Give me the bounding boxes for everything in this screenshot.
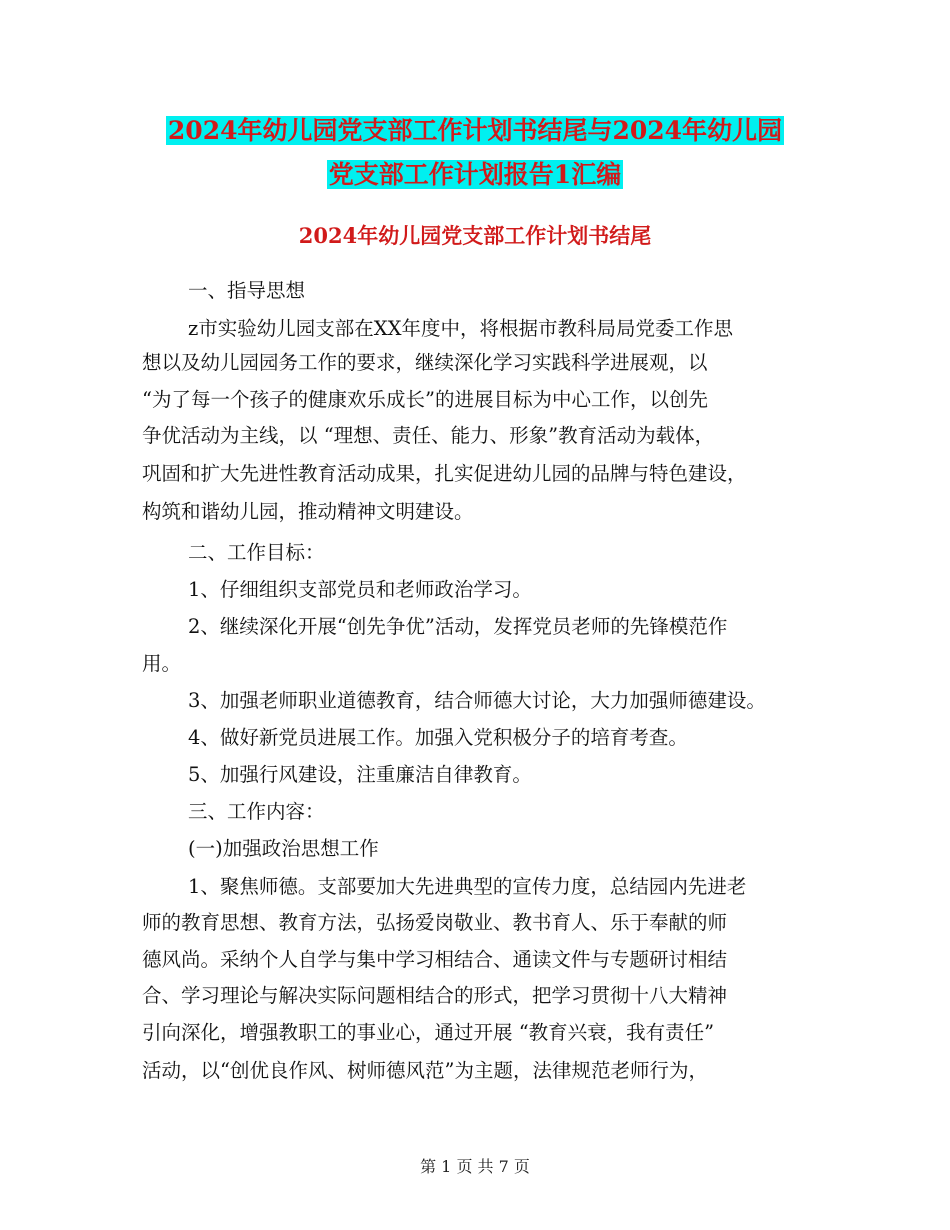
- paragraph-line: 构筑和谐幼儿园，推动精神文明建设。: [142, 500, 474, 523]
- paragraph-line: 引向深化，增强教职工的事业心，通过开展 “教育兴衰，我有责任”: [142, 1021, 715, 1044]
- goal-item: 3、加强老师职业道德教育，结合师德大讨论，大力加强师德建设。: [188, 689, 766, 712]
- paragraph-line: “为了每一个孩子的健康欢乐成长”的进展目标为中心工作，以创先: [142, 388, 708, 411]
- goal-item-continued: 用。: [142, 652, 182, 675]
- paragraph-line: 师的教育思想、教育方法，弘扬爱岗敬业、教书育人、乐于奉献的师: [142, 911, 728, 934]
- title-highlight-1: 2024年幼儿园党支部工作计划书结尾与2024年幼儿园: [167, 116, 783, 145]
- paragraph-line: 巩固和扩大先进性教育活动成果，扎实促进幼儿园的品牌与特色建设，: [142, 462, 747, 485]
- paragraph-line: 想以及幼儿园园务工作的要求，继续深化学习实践科学进展观，以: [142, 351, 708, 374]
- goal-item: 2、继续深化开展“创先争优”活动，发挥党员老师的先锋模范作: [188, 615, 728, 638]
- paragraph-line: 争优活动为主线，以 “理想、责任、能力、形象”教育活动为载体，: [142, 424, 715, 447]
- heading-work-goals: 二、工作目标：: [188, 541, 325, 564]
- goal-item: 1、仔细组织支部党员和老师政治学习。: [188, 578, 532, 601]
- section-subtitle: 2024年幼儿园党支部工作计划书结尾: [298, 223, 652, 248]
- page-number-footer: 第 1 页 共 7 页: [420, 1157, 530, 1176]
- heading-guiding-thought: 一、指导思想: [188, 279, 306, 302]
- goal-item: 5、加强行风建设，注重廉洁自律教育。: [188, 763, 532, 786]
- document-title-line-1: [0, 108, 950, 154]
- goal-item: 4、做好新党员进展工作。加强入党积极分子的培育考查。: [188, 726, 688, 749]
- paragraph-line: z市实验幼儿园支部在XX年度中，将根据市教科局局党委工作思: [188, 317, 734, 340]
- paragraph-line: 合、学习理论与解决实际问题相结合的形式，把学习贯彻十八大精神: [142, 984, 728, 1007]
- paragraph-line: 1、聚焦师德。支部要加大先进典型的宣传力度，总结园内先进老: [188, 875, 747, 898]
- paragraph-line: 活动，以“创优良作风、树师德风范”为主题，法律规范老师行为，: [142, 1059, 708, 1082]
- heading-work-content: 三、工作内容：: [188, 800, 325, 823]
- document-title-line-2: [0, 152, 950, 198]
- paragraph-line: 德风尚。采纳个人自学与集中学习相结合、通读文件与专题研讨相结: [142, 948, 728, 971]
- subheading-political-work: (一)加强政治思想工作: [188, 837, 379, 860]
- title-highlight-2: 党支部工作计划报告1汇编: [328, 160, 622, 189]
